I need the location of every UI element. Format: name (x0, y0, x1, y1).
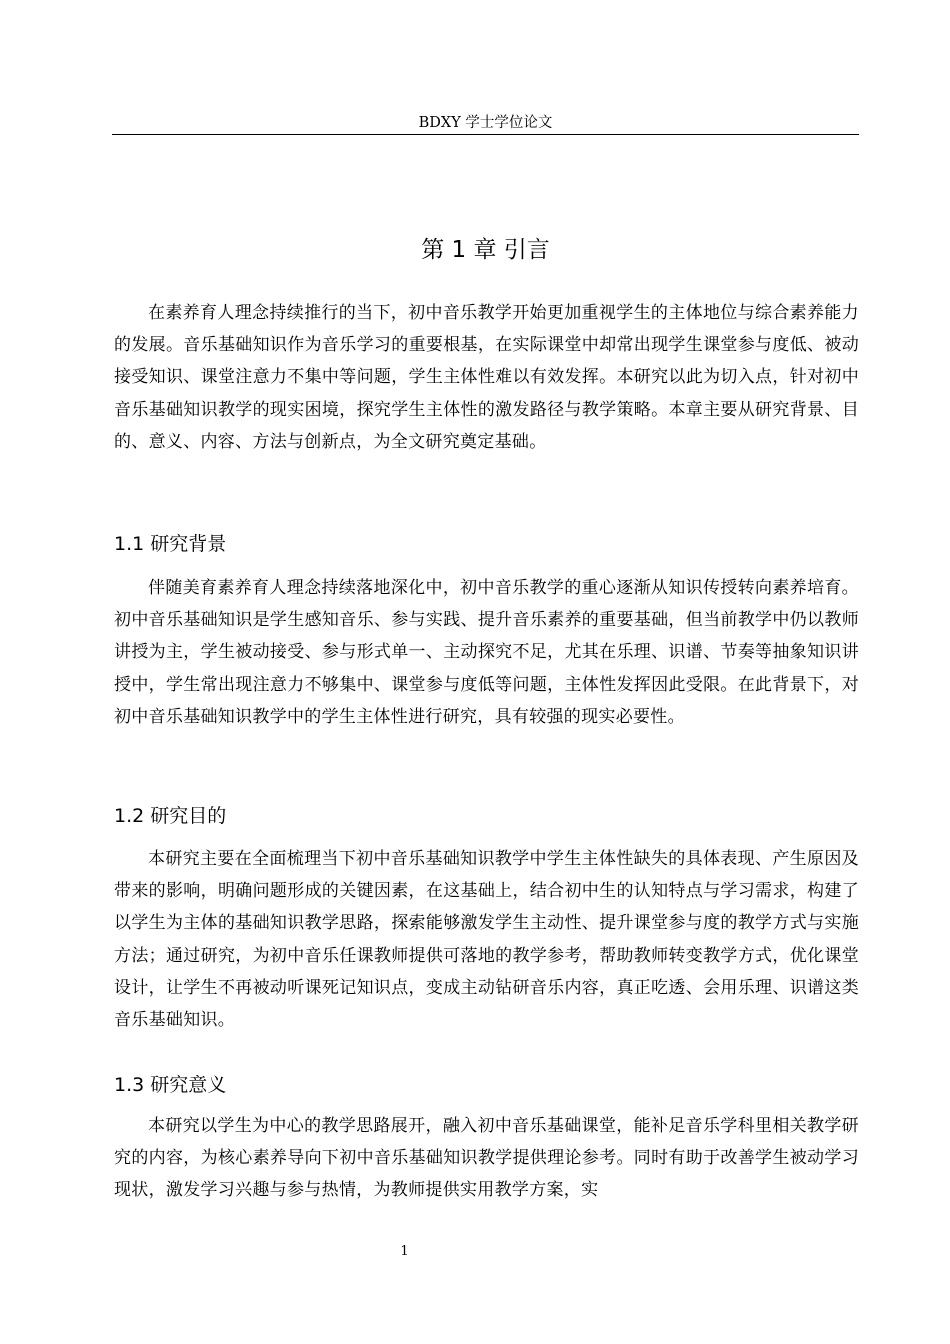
header-divider (112, 134, 859, 135)
section-paragraph-background: 伴随美育素养育人理念持续落地深化中，初中音乐教学的重心逐渐从知识传授转向素养培育。初中音乐基础知识是学生感知音乐、参与实践、提升音乐素养的重要基础，但当前教学中仍以教师讲授为主，学生被动接受、参与形式单一、主动探究不足，尤其在乐理、识谱、节奏等抽象知识讲授中，学生常出现注意力不够集中、课堂参与度低等问题，主体性发挥因此受限。在此背景下，对初中音乐基础知识教学中的学生主体性进行研究，具有较强的现实必要性。 (114, 578, 859, 727)
chapter-title: 第 1 章 引言 (421, 237, 550, 263)
page-number: 1 (400, 1244, 409, 1259)
running-header: BDXY 学士学位论文 (418, 115, 553, 131)
intro-paragraph: 在素养育人理念持续推行的当下，初中音乐教学开始更加重视学生的主体地位与综合素养能力的发展。音乐基础知识作为音乐学习的重要根基，在实际课堂中却常出现学生课堂参与度低、被动接受知识、课堂注意力不集中等问题，学生主体性难以有效发挥。本研究以此为切入点，针对初中音乐基础知识教学的现实困境，探究学生主体性的激发路径与教学策略。本章主要从研究背景、目的、意义、内容、方法与创新点，为全文研究奠定基础。 (114, 303, 859, 452)
section-paragraph-significance: 本研究以学生为中心的教学思路展开，融入初中音乐基础课堂，能补足音乐学科里相关教学研究的内容，为核心素养导向下初中音乐基础知识教学提供理论参考。同时有助于改善学生被动学习现状，激发学习兴趣与参与热情，为教师提供实用教学方案，实 (114, 1116, 859, 1201)
section-paragraph-purpose: 本研究主要在全面梳理当下初中音乐基础知识教学中学生主体性缺失的具体表现、产生原因及带来的影响，明确问题形成的关键因素，在这基础上，结合初中生的认知特点与学习需求，构建了以学生为主体的基础知识教学思路，探索能够激发学生主动性、提升课堂参与度的教学方式与实施方法；通过研究，为初中音乐任课教师提供可落地的教学参考，帮助教师转变教学方式，优化课堂设计，让学生不再被动听课死记知识点，变成主动钻研音乐内容，真正吃透、会用乐理、识谱这类音乐基础知识。 (114, 849, 859, 1031)
section-heading-significance: 1.3 研究意义 (114, 1074, 227, 1096)
section-heading-background: 1.1 研究背景 (114, 533, 227, 555)
section-heading-purpose: 1.2 研究目的 (114, 805, 227, 827)
